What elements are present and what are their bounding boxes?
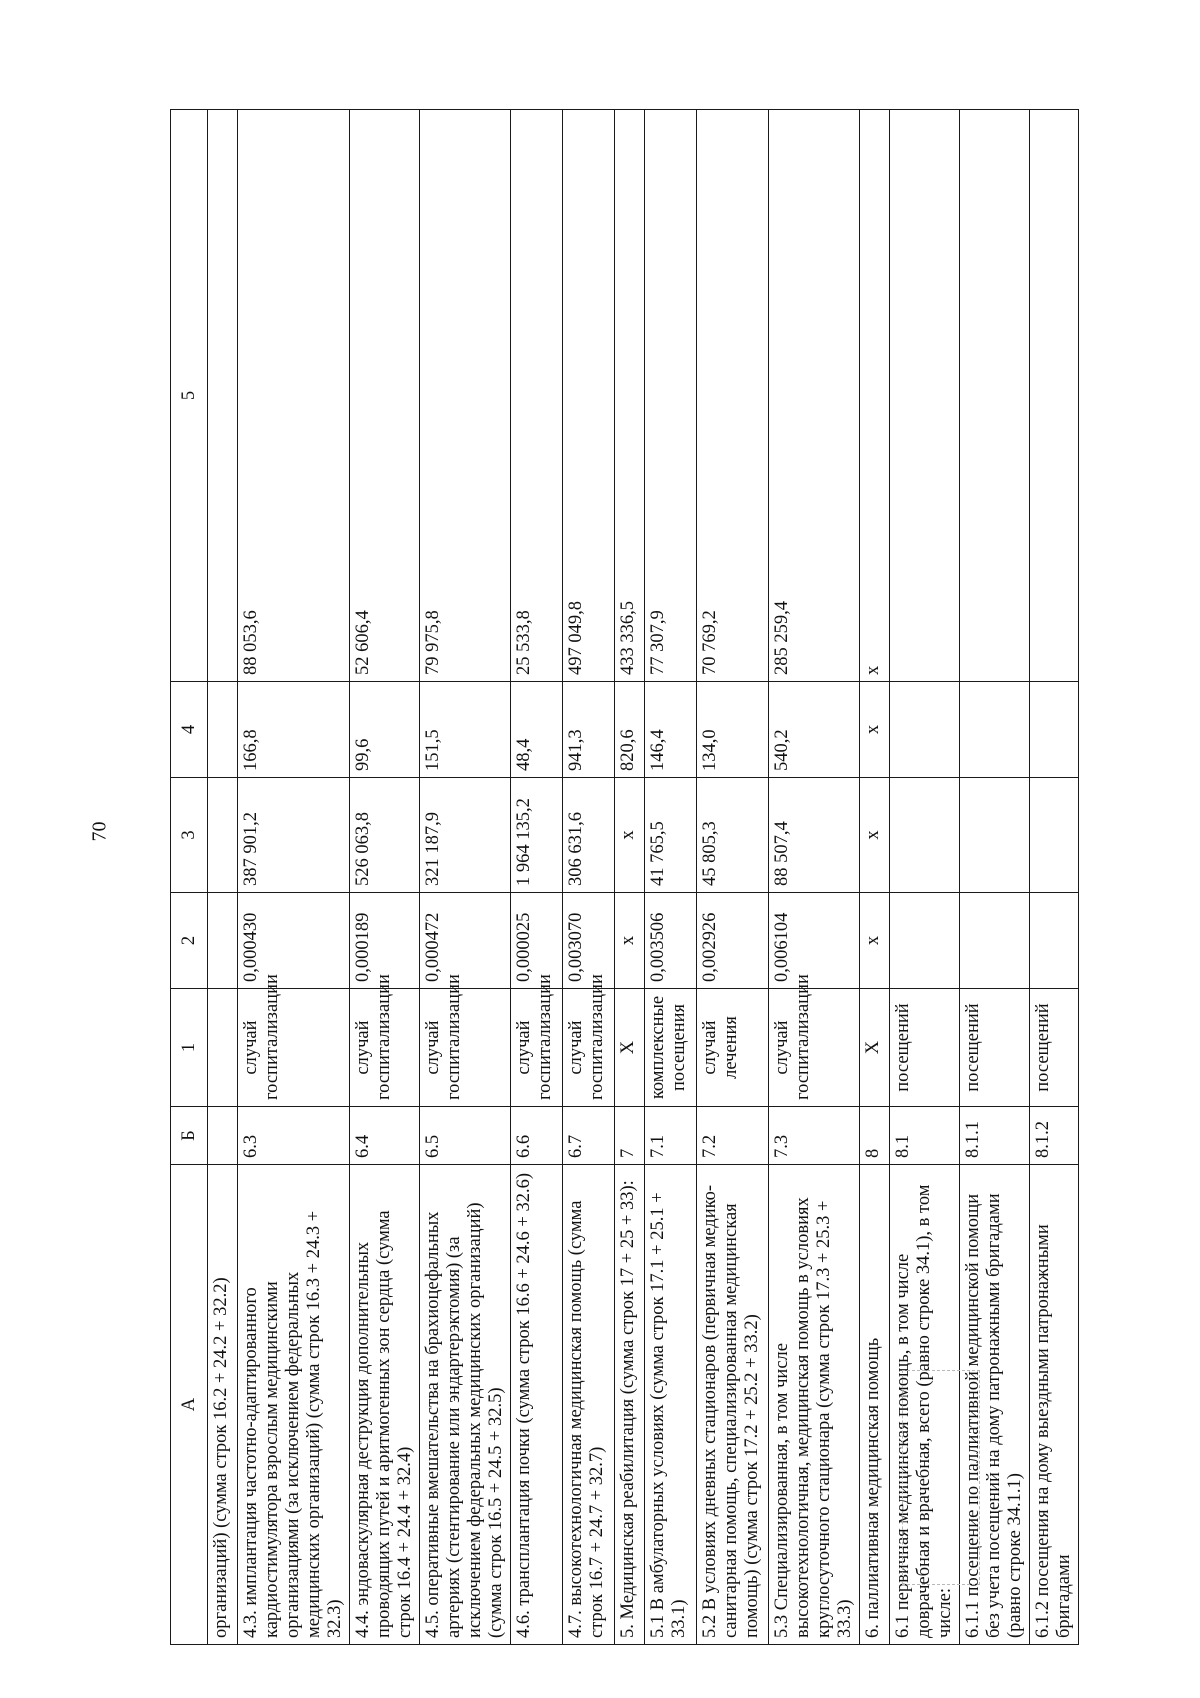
header-cell: 4 (171, 682, 208, 778)
per-capita-cell (890, 682, 960, 778)
per-capita-cell: 941,3 (563, 682, 615, 778)
row-description: 6.1.1 посещение по паллиативной медицинской помощи без учета посещений на дому патронажными бригадами (равно строке 34.1.1) (960, 1165, 1030, 1645)
table-row (1030, 110, 1079, 1645)
cost-cell (1030, 778, 1079, 893)
norm-cell: 0,003506 (645, 893, 697, 989)
norm-cell: 0,002926 (697, 893, 769, 989)
per-capita-cell: x (860, 682, 890, 778)
total-cell: 497 049,8 (563, 110, 615, 682)
cost-cell: 88 507,4 (769, 778, 860, 893)
cost-cell: 321 187,9 (420, 778, 511, 893)
row-description: 4.4. эндоваскулярная деструкция дополнительных проводящих путей и аритмогенных зон сердца (сумма строк 16.4 + 24.4 + 32.4) (350, 1165, 420, 1645)
cost-cell (208, 778, 238, 893)
norm-cell: x (860, 893, 890, 989)
row-number: 8 (860, 1107, 890, 1165)
table-row (511, 110, 563, 1645)
per-capita-cell: 166,8 (238, 682, 350, 778)
header-cell: 5 (171, 110, 208, 682)
row-description: 5.1 В амбулаторных условиях (сумма строк 17.1 + 25.1 + 33.1) (645, 1165, 697, 1645)
table-row (615, 110, 645, 1645)
row-description: 5.3 Специализированная, в том числе высокотехнологичная, медицинская помощь в условиях круглосуточного стационара (сумма строк 17.3 + 25.3 + 33.3) (769, 1165, 860, 1645)
per-capita-cell: 540,2 (769, 682, 860, 778)
unit-cell: случай госпитализации (511, 989, 563, 1107)
per-capita-cell: 48,4 (511, 682, 563, 778)
per-capita-cell (1030, 682, 1079, 778)
norm-cell: x (615, 893, 645, 989)
row-number: 6.5 (420, 1107, 511, 1165)
total-cell: 70 769,2 (697, 110, 769, 682)
unit-cell: случай госпитализации (420, 989, 511, 1107)
norm-cell (960, 893, 1030, 989)
norm-cell: 0,003070 (563, 893, 615, 989)
unit-cell: случай лечения (697, 989, 769, 1107)
table-header-row (171, 110, 208, 1645)
cost-cell (890, 778, 960, 893)
unit-cell: X (615, 989, 645, 1107)
row-description: 4.5. оперативные вмешательства на брахиоцефальных артериях (стентирование или эндартерэктомия) (за исключением федеральных медицинских организаций) (сумма строк 16.5 + 24.5 + 32.5) (420, 1165, 511, 1645)
row-description: 5. Медицинская реабилитация (сумма строк 17 + 25 + 33): (615, 1165, 645, 1645)
stamp (902, 1370, 980, 1585)
row-number: 7.1 (645, 1107, 697, 1165)
norm-cell: 0,000430 (238, 893, 350, 989)
norm-cell (890, 893, 960, 989)
page-number: 70 (88, 821, 111, 842)
per-capita-cell (960, 682, 1030, 778)
total-cell (960, 110, 1030, 682)
table-row (563, 110, 615, 1645)
header-cell: 2 (171, 893, 208, 989)
row-number: 6.6 (511, 1107, 563, 1165)
table-row (697, 110, 769, 1645)
table-row (645, 110, 697, 1645)
total-cell: 79 975,8 (420, 110, 511, 682)
row-number: 6.7 (563, 1107, 615, 1165)
rotated-page (170, 110, 1074, 1645)
table-row (420, 110, 511, 1645)
row-description: 4.6. трансплантация почки (сумма строк 16.6 + 24.6 + 32.6) (511, 1165, 563, 1645)
row-number: 7 (615, 1107, 645, 1165)
unit-cell: комплексные посещения (645, 989, 697, 1107)
row-number: 7.2 (697, 1107, 769, 1165)
row-number: 8.1.2 (1030, 1107, 1079, 1165)
total-cell: 285 259,4 (769, 110, 860, 682)
total-cell: 433 336,5 (615, 110, 645, 682)
norm-cell: 0,000189 (350, 893, 420, 989)
total-cell: x (860, 110, 890, 682)
total-cell (208, 110, 238, 682)
cost-cell: 387 901,2 (238, 778, 350, 893)
row-number: 6.4 (350, 1107, 420, 1165)
cost-cell: x (615, 778, 645, 893)
cost-cell: 526 063,8 (350, 778, 420, 893)
table-row (860, 110, 890, 1645)
total-cell: 25 533,8 (511, 110, 563, 682)
table-row (208, 110, 238, 1645)
total-cell: 77 307,9 (645, 110, 697, 682)
per-capita-cell: 99,6 (350, 682, 420, 778)
cost-cell: 1 964 135,2 (511, 778, 563, 893)
header-cell: 3 (171, 778, 208, 893)
row-description: 4.7. высокотехнологичная медицинская помощь (сумма строк 16.7 + 24.7 + 32.7) (563, 1165, 615, 1645)
row-number: 6.3 (238, 1107, 350, 1165)
total-cell (890, 110, 960, 682)
cost-cell (960, 778, 1030, 893)
norm-cell: 0,006104 (769, 893, 860, 989)
cost-cell: 306 631,6 (563, 778, 615, 893)
table-row (769, 110, 860, 1645)
norm-cell (1030, 893, 1079, 989)
per-capita-cell: 146,4 (645, 682, 697, 778)
unit-cell: случай госпитализации (769, 989, 860, 1107)
row-number: 8.1.1 (960, 1107, 1030, 1165)
cost-cell: 45 805,3 (697, 778, 769, 893)
total-cell (1030, 110, 1079, 682)
per-capita-cell: 151,5 (420, 682, 511, 778)
header-cell: Б (171, 1107, 208, 1165)
unit-cell: посещений (1030, 989, 1079, 1107)
unit-cell: X (860, 989, 890, 1107)
header-cell: 1 (171, 989, 208, 1107)
row-description: 4.3. имплантация частотно-адаптированного кардиостимулятора взрослым медицинскими организациями (за исключением федеральных медицинских организаций) (сумма строк 16.3 + 24.3 + 32.3) (238, 1165, 350, 1645)
norm-cell (208, 893, 238, 989)
unit-cell: случай госпитализации (238, 989, 350, 1107)
cost-cell: 41 765,5 (645, 778, 697, 893)
row-description: 6. паллиативная медицинская помощь (860, 1165, 890, 1645)
per-capita-cell: 134,0 (697, 682, 769, 778)
table-row (238, 110, 350, 1645)
row-description: 6.1.2 посещения на дому выездными патронажными бригадами (1030, 1165, 1079, 1645)
unit-cell: случай госпитализации (563, 989, 615, 1107)
norm-cell: 0,000472 (420, 893, 511, 989)
per-capita-cell (208, 682, 238, 778)
row-description: 6.1 первичная медицинская помощь, в том числе доврачебная и врачебная, всего (равно строке 34.1), в том числе: (890, 1165, 960, 1645)
row-number (208, 1107, 238, 1165)
per-capita-cell: 820,6 (615, 682, 645, 778)
row-number: 8.1 (890, 1107, 960, 1165)
norm-cell: 0,000025 (511, 893, 563, 989)
total-cell: 88 053,6 (238, 110, 350, 682)
cost-cell: x (860, 778, 890, 893)
unit-cell (208, 989, 238, 1107)
unit-cell: посещений (890, 989, 960, 1107)
row-number: 7.3 (769, 1107, 860, 1165)
header-cell: А (171, 1165, 208, 1645)
total-cell: 52 606,4 (350, 110, 420, 682)
row-description: организаций) (сумма строк 16.2 + 24.2 + 32.2) (208, 1165, 238, 1645)
table-row (350, 110, 420, 1645)
row-description: 5.2 В условиях дневных стационаров (первичная медико-санитарная помощь, специализированная медицинская помощь) (сумма строк 17.2 + 25.2 + 33.2) (697, 1165, 769, 1645)
unit-cell: случай госпитализации (350, 989, 420, 1107)
unit-cell: посещений (960, 989, 1030, 1107)
